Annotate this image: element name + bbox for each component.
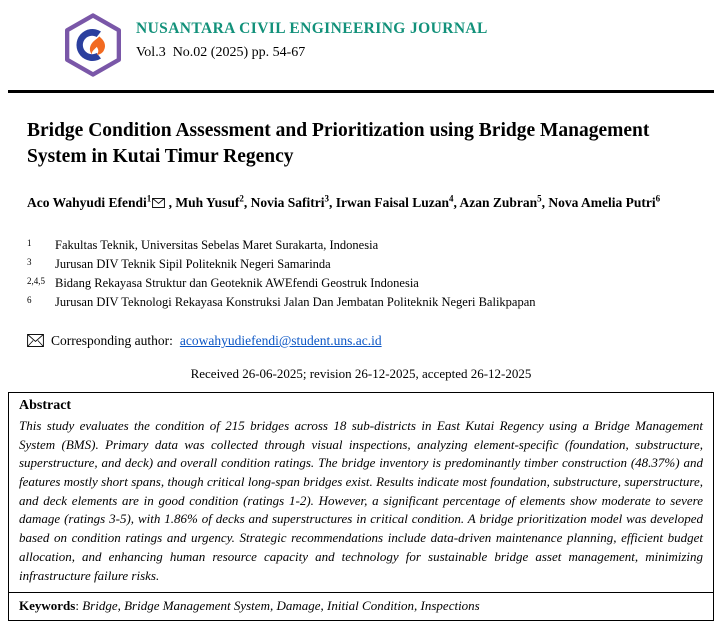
abstract-section (9, 393, 713, 592)
affiliation-text: Bidang Rekayasa Struktur dan Geoteknik AWEfendi Geostruk Indonesia (55, 275, 419, 290)
keywords-row (9, 592, 713, 620)
affiliation-sup: 3 (27, 256, 32, 267)
author: Muh Yusuf$^2$, (175, 193, 251, 210)
affiliation-list (27, 236, 695, 312)
corresponding-email-link[interactable]: acowahyudiefendi@student.uns.ac.id (179, 332, 382, 348)
corresponding-author-line (27, 333, 695, 349)
author: Azan Zubran$^5$, (459, 193, 549, 210)
abstract-heading: Abstract (19, 397, 72, 413)
article-title: Bridge Condition Assessment and Prioritization using Bridge Management System in Kutai Timur Regency (27, 120, 650, 167)
envelope-icon (152, 194, 165, 215)
envelope-icon (27, 334, 44, 347)
affiliation-row (27, 255, 695, 274)
journal-logo-icon (62, 13, 124, 77)
author: Aco Wahyudi Efendi$^1$ , (27, 195, 175, 210)
corresponding-label: Corresponding author: (51, 332, 173, 348)
affiliation-sup: 2,4,5 (27, 275, 45, 286)
author-line (27, 192, 695, 214)
affiliation-row (27, 236, 695, 255)
journal-header (0, 0, 722, 77)
received-revision-accepted-line: Received 26-06-2025; revision 26-12-2025, accepted 26-12-2025 (190, 365, 532, 381)
journal-name: NUSANTARA CIVIL ENGINEERING JOURNAL (136, 20, 488, 37)
affiliation-sup: 6 (27, 294, 32, 305)
author: Nova Amelia Putri$^6$ (548, 193, 661, 210)
affiliation-text: Jurusan DIV Teknik Sipil Politeknik Negeri Samarinda (55, 256, 331, 271)
affiliation-row (27, 274, 695, 293)
abstract-box (8, 392, 714, 621)
keywords-items: Bridge, Bridge Management System, Damage, Initial Condition, Inspections (82, 598, 480, 614)
keywords-separator: : (75, 598, 83, 614)
affiliation-text: Fakultas Teknik, Universitas Sebelas Maret Surakarta, Indonesia (55, 237, 379, 252)
journal-volume-line: Vol.3 No.02 (2025) pp. 54-67 (136, 45, 306, 60)
journal-header-text (136, 13, 488, 61)
author: Irwan Faisal Luzan$^4$, (335, 193, 460, 210)
keywords-label: Keywords (19, 598, 76, 614)
author: Novia Safitri$^3$, (250, 193, 336, 210)
header-divider (8, 90, 714, 93)
affiliation-row (27, 293, 695, 312)
affiliation-text: Jurusan DIV Teknologi Rekayasa Konstruksi Jalan Dan Jembatan Politeknik Negeri Balikpapan (55, 294, 536, 309)
affiliation-sup: 1 (27, 237, 32, 248)
article-content (0, 118, 722, 382)
abstract-text: This study evaluates the condition of 215 bridges across 18 sub-districts in East Kutai Regency using a Bridge Management System (BMS). Primary data was collected through visual inspections, analyzing element-specific (foundation, substructure, superstructure, and deck) and overall condition ratings. The bridge inventory is predominantly timber construction (48.37%) and features mostly short spans, though critical long-span bridges exist. Results indicate most foundation, substructure, superstructure, and deck elements are in good condition (ratings 1-2). However, a significant percentage of elements show moderate to severe damage (ratings 3-5), with 1.86% of decks and superstructures in critical condition. A bridge prioritization model was developed based on condition ratings and urgency. Strategic recommendations include data-driven maintenance planning, efficient budget allocation, and enhancing human resource capacity and technology for sustainable bridge asset management, minimizing infrastructure failure risks. (19, 417, 703, 583)
